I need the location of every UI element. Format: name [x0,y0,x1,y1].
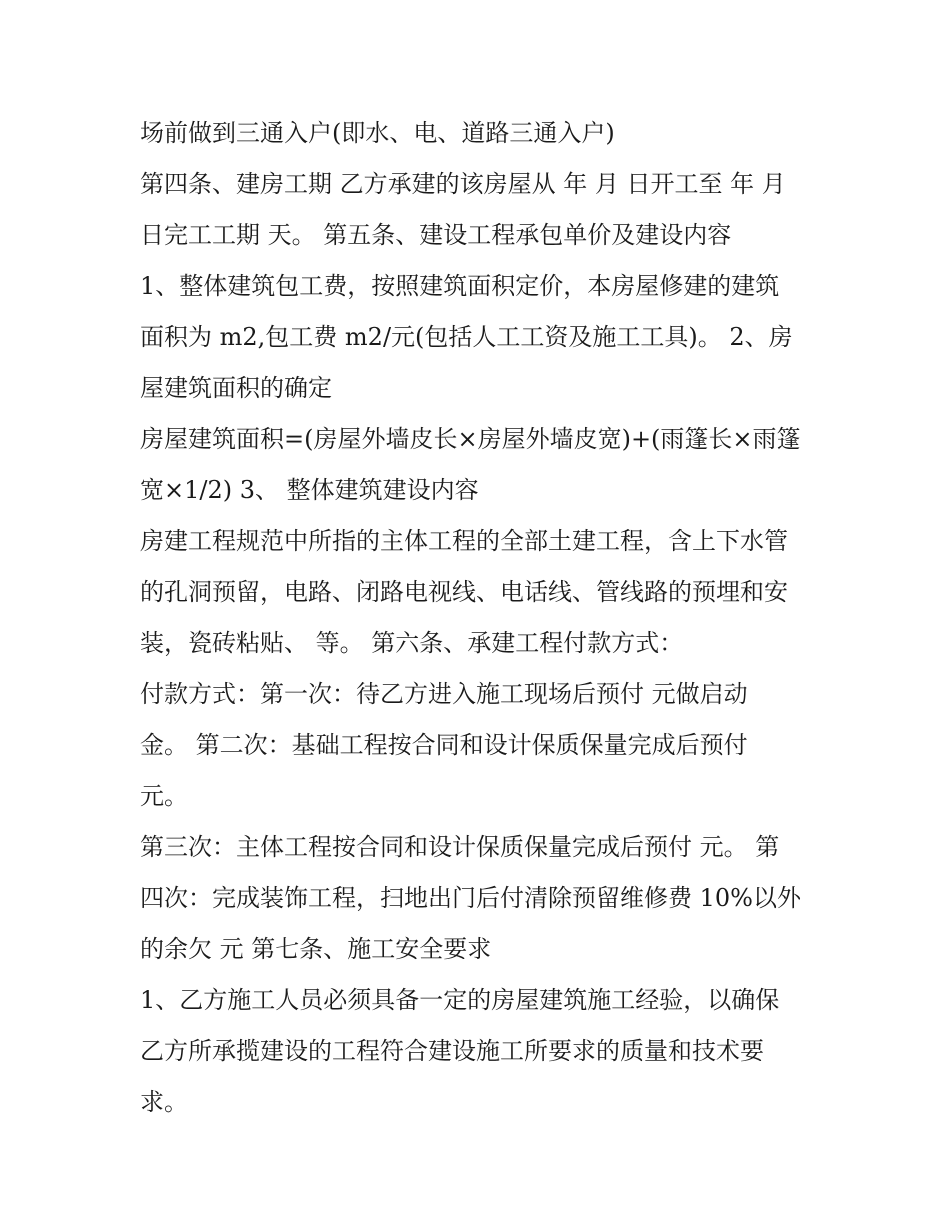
text-line: 1、乙方施工人员必须具备一定的房屋建筑施工经验，以确保 [140,986,780,1014]
text-line: 宽×1/2) 3、 整体建筑建设内容 [140,476,479,504]
text-line: 求。 [140,1088,188,1116]
text-line: 第四条、建房工期 乙方承建的该房屋从 年 月 日开工至 年 月 [140,170,786,198]
text-line: 面积为 m2,包工费 m2/元(包括人工工资及施工工具)。 2、房 [140,323,793,351]
text-line: 场前做到三通入户(即水、电、道路三通入户) [140,119,615,147]
text-line: 的余欠 元 第七条、施工安全要求 [140,935,492,963]
text-line: 装，瓷砖粘贴、 等。 第六条、承建工程付款方式： [140,629,684,657]
text-line: 付款方式：第一次：待乙方进入施工现场后预付 元做启动 [140,680,748,708]
text-line: 的孔洞预留，电路、闭路电视线、电话线、管线路的预埋和安 [140,578,788,606]
text-line: 第三次：主体工程按合同和设计保质保量完成后预付 元。 第 [140,833,780,861]
text-line: 元。 [140,782,188,810]
text-line: 房建工程规范中所指的主体工程的全部土建工程，含上下水管 [140,527,788,555]
text-line: 房屋建筑面积=(房屋外墙皮长×房屋外墙皮宽)+(雨篷长×雨篷 [140,425,801,453]
text-line: 1、整体建筑包工费，按照建筑面积定价，本房屋修建的建筑 [140,272,780,300]
text-line: 四次：完成装饰工程，扫地出门后付清除预留维修费 10%以外 [140,884,801,912]
document-body [140,108,820,1128]
text-line: 日完工工期 天。 第五条、建设工程承包单价及建设内容 [140,221,732,249]
text-line: 金。 第二次：基础工程按合同和设计保质保量完成后预付 [140,731,748,759]
text-line: 乙方所承揽建设的工程符合建设施工所要求的质量和技术要 [140,1037,764,1065]
text-line: 屋建筑面积的确定 [140,374,332,402]
